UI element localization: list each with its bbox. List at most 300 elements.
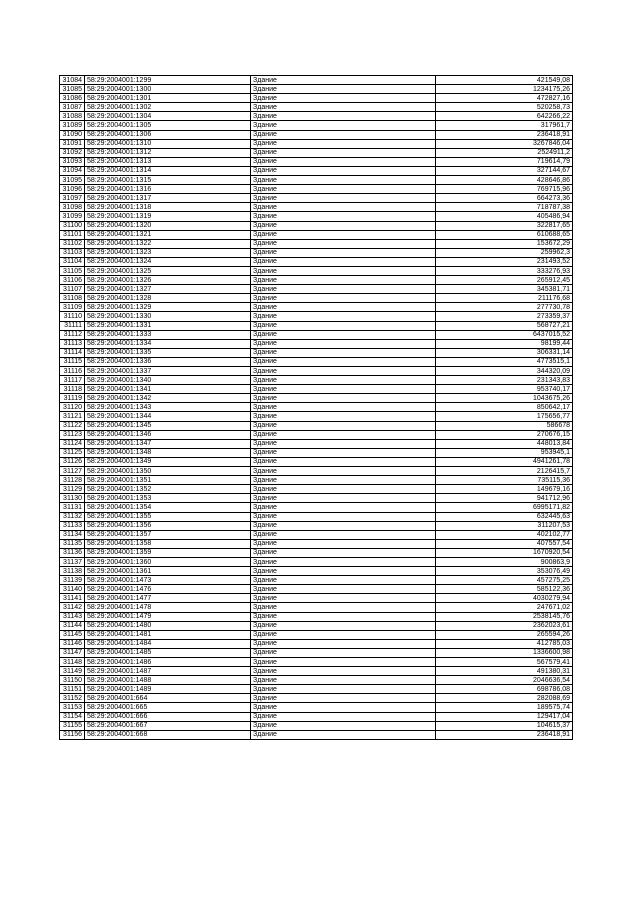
object-type-cell: Здание [251,157,436,166]
cadastral-number-cell: 58:29:2004001:1476 [85,585,251,594]
table-row [60,94,573,103]
table-row [60,457,573,466]
cadastral-number-cell: 58:29:2004001:1313 [85,157,251,166]
cadastral-value-cell: 344320,09 [436,367,573,376]
cadastral-number-cell: 58:29:2004001:1344 [85,412,251,421]
table-row [60,148,573,157]
object-type-cell: Здание [251,403,436,412]
row-number-cell: 31140 [60,585,85,594]
cadastral-value-cell: 282088,69 [436,694,573,703]
cadastral-number-cell: 58:29:2004001:1337 [85,367,251,376]
cadastral-value-cell: 265912,45 [436,276,573,285]
cadastral-value-cell: 6437015,52 [436,330,573,339]
cadastral-value-cell: 322817,65 [436,221,573,230]
row-number-cell: 31119 [60,394,85,403]
object-type-cell: Здание [251,239,436,248]
cadastral-number-cell: 58:29:2004001:1329 [85,303,251,312]
cadastral-value-cell: 98199,44 [436,339,573,348]
object-type-cell: Здание [251,630,436,639]
cadastral-value-cell: 448013,84 [436,439,573,448]
table-row [60,112,573,121]
row-number-cell: 31141 [60,594,85,603]
row-number-cell: 31086 [60,94,85,103]
cadastral-value-cell: 472827,16 [436,94,573,103]
row-number-cell: 31144 [60,621,85,630]
row-number-cell: 31101 [60,230,85,239]
table-row [60,530,573,539]
table-row [60,421,573,430]
object-type-cell: Здание [251,166,436,175]
cadastral-value-cell: 2524911,2 [436,148,573,157]
cadastral-value-cell: 265594,26 [436,630,573,639]
object-type-cell: Здание [251,412,436,421]
cadastral-value-table [59,75,573,740]
cadastral-value-cell: 1234175,26 [436,85,573,94]
object-type-cell: Здание [251,357,436,366]
table-row [60,203,573,212]
object-type-cell: Здание [251,457,436,466]
cadastral-value-cell: 231343,83 [436,376,573,385]
table-row [60,194,573,203]
object-type-cell: Здание [251,121,436,130]
object-type-cell: Здание [251,230,436,239]
cadastral-number-cell: 58:29:2004001:1473 [85,576,251,585]
row-number-cell: 31145 [60,630,85,639]
cadastral-value-cell: 231493,52 [436,257,573,266]
object-type-cell: Здание [251,421,436,430]
table-row [60,476,573,485]
row-number-cell: 31108 [60,294,85,303]
row-number-cell: 31138 [60,567,85,576]
cadastral-number-cell: 58:29:2004001:1315 [85,176,251,185]
object-type-cell: Здание [251,548,436,557]
row-number-cell: 31127 [60,467,85,476]
cadastral-number-cell: 58:29:2004001:666 [85,712,251,721]
cadastral-number-cell: 58:29:2004001:1317 [85,194,251,203]
table-row [60,512,573,521]
table-body [60,76,573,740]
table-row [60,294,573,303]
row-number-cell: 31115 [60,357,85,366]
table-row [60,403,573,412]
cadastral-number-cell: 58:29:2004001:1351 [85,476,251,485]
object-type-cell: Здание [251,430,436,439]
row-number-cell: 31091 [60,139,85,148]
cadastral-number-cell: 58:29:2004001:1486 [85,658,251,667]
row-number-cell: 31104 [60,257,85,266]
cadastral-number-cell: 58:29:2004001:1321 [85,230,251,239]
table-row [60,248,573,257]
table-row [60,585,573,594]
table-row [60,658,573,667]
table-row [60,130,573,139]
row-number-cell: 31125 [60,448,85,457]
row-number-cell: 31087 [60,103,85,112]
row-number-cell: 31134 [60,530,85,539]
row-number-cell: 31155 [60,721,85,730]
row-number-cell: 31093 [60,157,85,166]
row-number-cell: 31136 [60,548,85,557]
row-number-cell: 31132 [60,512,85,521]
cadastral-number-cell: 58:29:2004001:1352 [85,485,251,494]
cadastral-value-cell: 129417,04 [436,712,573,721]
table-row [60,85,573,94]
cadastral-number-cell: 58:29:2004001:1478 [85,603,251,612]
table-row [60,503,573,512]
cadastral-number-cell: 58:29:2004001:1324 [85,257,251,266]
cadastral-number-cell: 58:29:2004001:1485 [85,648,251,657]
table-row [60,576,573,585]
cadastral-value-cell: 311207,53 [436,521,573,530]
object-type-cell: Здание [251,348,436,357]
cadastral-value-cell: 259962,3 [436,248,573,257]
table-row [60,239,573,248]
cadastral-value-cell: 769715,96 [436,185,573,194]
row-number-cell: 31113 [60,339,85,348]
object-type-cell: Здание [251,685,436,694]
row-number-cell: 31105 [60,266,85,275]
table-row [60,276,573,285]
table-row [60,557,573,566]
row-number-cell: 31097 [60,194,85,203]
cadastral-value-cell: 900863,9 [436,557,573,566]
table-row [60,385,573,394]
cadastral-value-cell: 405486,94 [436,212,573,221]
row-number-cell: 31120 [60,403,85,412]
row-number-cell: 31103 [60,248,85,257]
cadastral-number-cell: 58:29:2004001:1327 [85,285,251,294]
object-type-cell: Здание [251,257,436,266]
cadastral-value-cell: 236418,91 [436,130,573,139]
row-number-cell: 31094 [60,166,85,175]
cadastral-number-cell: 58:29:2004001:1304 [85,112,251,121]
cadastral-value-cell: 568727,21 [436,321,573,330]
object-type-cell: Здание [251,703,436,712]
table-row [60,303,573,312]
table-row [60,357,573,366]
object-type-cell: Здание [251,139,436,148]
cadastral-value-cell: 1670920,54 [436,548,573,557]
object-type-cell: Здание [251,594,436,603]
table-row [60,548,573,557]
cadastral-number-cell: 58:29:2004001:1335 [85,348,251,357]
cadastral-number-cell: 58:29:2004001:1334 [85,339,251,348]
row-number-cell: 31143 [60,612,85,621]
row-number-cell: 31102 [60,239,85,248]
cadastral-value-cell: 327144,67 [436,166,573,175]
table-row [60,648,573,657]
table-row [60,367,573,376]
cadastral-number-cell: 58:29:2004001:1300 [85,85,251,94]
object-type-cell: Здание [251,94,436,103]
table-row [60,467,573,476]
table-row [60,176,573,185]
object-type-cell: Здание [251,76,436,85]
row-number-cell: 31124 [60,439,85,448]
object-type-cell: Здание [251,721,436,730]
cadastral-value-cell: 491380,31 [436,667,573,676]
object-type-cell: Здание [251,194,436,203]
table-row [60,312,573,321]
object-type-cell: Здание [251,176,436,185]
object-type-cell: Здание [251,330,436,339]
table-row [60,257,573,266]
cadastral-number-cell: 58:29:2004001:1314 [85,166,251,175]
cadastral-value-cell: 610688,65 [436,230,573,239]
object-type-cell: Здание [251,130,436,139]
cadastral-value-cell: 317961,7 [436,121,573,130]
cadastral-value-cell: 567579,41 [436,658,573,667]
cadastral-number-cell: 58:29:2004001:1326 [85,276,251,285]
cadastral-value-cell: 104615,37 [436,721,573,730]
cadastral-number-cell: 58:29:2004001:1322 [85,239,251,248]
table-row [60,266,573,275]
cadastral-number-cell: 58:29:2004001:1320 [85,221,251,230]
row-number-cell: 31099 [60,212,85,221]
object-type-cell: Здание [251,576,436,585]
object-type-cell: Здание [251,203,436,212]
object-type-cell: Здание [251,266,436,275]
cadastral-number-cell: 58:29:2004001:1488 [85,676,251,685]
table-row [60,166,573,175]
cadastral-value-cell: 149679,16 [436,485,573,494]
table-row [60,439,573,448]
object-type-cell: Здание [251,521,436,530]
object-type-cell: Здание [251,476,436,485]
cadastral-value-cell: 2362023,61 [436,621,573,630]
cadastral-number-cell: 58:29:2004001:1345 [85,421,251,430]
table-row [60,721,573,730]
row-number-cell: 31150 [60,676,85,685]
object-type-cell: Здание [251,485,436,494]
cadastral-value-cell: 735115,36 [436,476,573,485]
cadastral-number-cell: 58:29:2004001:1354 [85,503,251,512]
cadastral-value-cell: 270676,15 [436,430,573,439]
cadastral-value-cell: 2126415,7 [436,467,573,476]
row-number-cell: 31123 [60,430,85,439]
cadastral-value-cell: 333276,93 [436,266,573,275]
cadastral-value-cell: 941712,96 [436,494,573,503]
table-row [60,185,573,194]
cadastral-number-cell: 58:29:2004001:1346 [85,430,251,439]
cadastral-number-cell: 58:29:2004001:1333 [85,330,251,339]
cadastral-number-cell: 58:29:2004001:1348 [85,448,251,457]
row-number-cell: 31084 [60,76,85,85]
cadastral-value-cell: 247671,02 [436,603,573,612]
cadastral-number-cell: 58:29:2004001:1306 [85,130,251,139]
object-type-cell: Здание [251,694,436,703]
object-type-cell: Здание [251,367,436,376]
cadastral-value-cell: 2046636,54 [436,676,573,685]
object-type-cell: Здание [251,585,436,594]
object-type-cell: Здание [251,394,436,403]
object-type-cell: Здание [251,658,436,667]
table-row [60,76,573,85]
object-type-cell: Здание [251,539,436,548]
row-number-cell: 31131 [60,503,85,512]
cadastral-value-cell: 306331,14 [436,348,573,357]
cadastral-number-cell: 58:29:2004001:1484 [85,639,251,648]
object-type-cell: Здание [251,221,436,230]
cadastral-number-cell: 58:29:2004001:1353 [85,494,251,503]
table-row [60,430,573,439]
cadastral-number-cell: 58:29:2004001:1341 [85,385,251,394]
row-number-cell: 31106 [60,276,85,285]
cadastral-value-cell: 236418,91 [436,730,573,739]
cadastral-number-cell: 58:29:2004001:1479 [85,612,251,621]
cadastral-value-cell: 698786,08 [436,685,573,694]
cadastral-value-cell: 1043675,26 [436,394,573,403]
row-number-cell: 31128 [60,476,85,485]
cadastral-number-cell: 58:29:2004001:1325 [85,266,251,275]
cadastral-number-cell: 58:29:2004001:1323 [85,248,251,257]
cadastral-value-cell: 2538145,76 [436,612,573,621]
table-row [60,412,573,421]
object-type-cell: Здание [251,530,436,539]
cadastral-number-cell: 58:29:2004001:1487 [85,667,251,676]
row-number-cell: 31096 [60,185,85,194]
cadastral-number-cell: 58:29:2004001:1360 [85,557,251,566]
object-type-cell: Здание [251,503,436,512]
cadastral-value-cell: 412785,03 [436,639,573,648]
table-row [60,139,573,148]
row-number-cell: 31126 [60,457,85,466]
table-row [60,121,573,130]
table-row [60,521,573,530]
table-row [60,339,573,348]
cadastral-number-cell: 58:29:2004001:1356 [85,521,251,530]
row-number-cell: 31085 [60,85,85,94]
object-type-cell: Здание [251,294,436,303]
row-number-cell: 31154 [60,712,85,721]
cadastral-number-cell: 58:29:2004001:1336 [85,357,251,366]
cadastral-value-cell: 277730,78 [436,303,573,312]
cadastral-number-cell: 58:29:2004001:1343 [85,403,251,412]
object-type-cell: Здание [251,512,436,521]
row-number-cell: 31146 [60,639,85,648]
cadastral-value-cell: 189575,74 [436,703,573,712]
cadastral-number-cell: 58:29:2004001:1477 [85,594,251,603]
cadastral-value-cell: 718787,38 [436,203,573,212]
object-type-cell: Здание [251,712,436,721]
row-number-cell: 31147 [60,648,85,657]
row-number-cell: 31095 [60,176,85,185]
object-type-cell: Здание [251,285,436,294]
object-type-cell: Здание [251,612,436,621]
row-number-cell: 31100 [60,221,85,230]
cadastral-number-cell: 58:29:2004001:667 [85,721,251,730]
table-row [60,730,573,739]
row-number-cell: 31121 [60,412,85,421]
cadastral-value-cell: 153672,29 [436,239,573,248]
cadastral-value-cell: 586678 [436,421,573,430]
row-number-cell: 31109 [60,303,85,312]
row-number-cell: 31110 [60,312,85,321]
table-row [60,212,573,221]
cadastral-number-cell: 58:29:2004001:1359 [85,548,251,557]
cadastral-value-cell: 664273,36 [436,194,573,203]
table-row [60,639,573,648]
object-type-cell: Здание [251,212,436,221]
row-number-cell: 31152 [60,694,85,703]
table-row [60,285,573,294]
table-row [60,230,573,239]
cadastral-number-cell: 58:29:2004001:1361 [85,567,251,576]
cadastral-value-cell: 421549,08 [436,76,573,85]
row-number-cell: 31139 [60,576,85,585]
object-type-cell: Здание [251,248,436,257]
object-type-cell: Здание [251,385,436,394]
cadastral-number-cell: 58:29:2004001:1350 [85,467,251,476]
object-type-cell: Здание [251,603,436,612]
cadastral-number-cell: 58:29:2004001:1342 [85,394,251,403]
object-type-cell: Здание [251,676,436,685]
row-number-cell: 31129 [60,485,85,494]
cadastral-value-cell: 520258,73 [436,103,573,112]
object-type-cell: Здание [251,103,436,112]
table-row [60,539,573,548]
row-number-cell: 31151 [60,685,85,694]
cadastral-number-cell: 58:29:2004001:665 [85,703,251,712]
object-type-cell: Здание [251,494,436,503]
row-number-cell: 31098 [60,203,85,212]
cadastral-value-cell: 1336600,98 [436,648,573,657]
table-row [60,376,573,385]
cadastral-number-cell: 58:29:2004001:1347 [85,439,251,448]
row-number-cell: 31118 [60,385,85,394]
object-type-cell: Здание [251,85,436,94]
row-number-cell: 31137 [60,557,85,566]
object-type-cell: Здание [251,312,436,321]
table-row [60,157,573,166]
object-type-cell: Здание [251,276,436,285]
row-number-cell: 31133 [60,521,85,530]
cadastral-value-cell: 585122,36 [436,585,573,594]
table-row [60,676,573,685]
object-type-cell: Здание [251,148,436,157]
row-number-cell: 31088 [60,112,85,121]
cadastral-number-cell: 58:29:2004001:1330 [85,312,251,321]
cadastral-number-cell: 58:29:2004001:668 [85,730,251,739]
row-number-cell: 31122 [60,421,85,430]
cadastral-number-cell: 58:29:2004001:1302 [85,103,251,112]
row-number-cell: 31116 [60,367,85,376]
cadastral-value-cell: 407557,54 [436,539,573,548]
object-type-cell: Здание [251,639,436,648]
cadastral-number-cell: 58:29:2004001:1357 [85,530,251,539]
object-type-cell: Здание [251,567,436,576]
row-number-cell: 31130 [60,494,85,503]
cadastral-value-cell: 953740,17 [436,385,573,394]
cadastral-value-cell: 4030279,94 [436,594,573,603]
cadastral-number-cell: 58:29:2004001:1331 [85,321,251,330]
object-type-cell: Здание [251,667,436,676]
cadastral-number-cell: 58:29:2004001:1358 [85,539,251,548]
cadastral-value-cell: 642266,22 [436,112,573,121]
table-row [60,448,573,457]
cadastral-value-cell: 6995171,82 [436,503,573,512]
row-number-cell: 31148 [60,658,85,667]
row-number-cell: 31117 [60,376,85,385]
cadastral-number-cell: 58:29:2004001:1328 [85,294,251,303]
object-type-cell: Здание [251,112,436,121]
object-type-cell: Здание [251,185,436,194]
table-row [60,621,573,630]
object-type-cell: Здание [251,621,436,630]
cadastral-number-cell: 58:29:2004001:1489 [85,685,251,694]
cadastral-value-cell: 719614,79 [436,157,573,166]
object-type-cell: Здание [251,339,436,348]
